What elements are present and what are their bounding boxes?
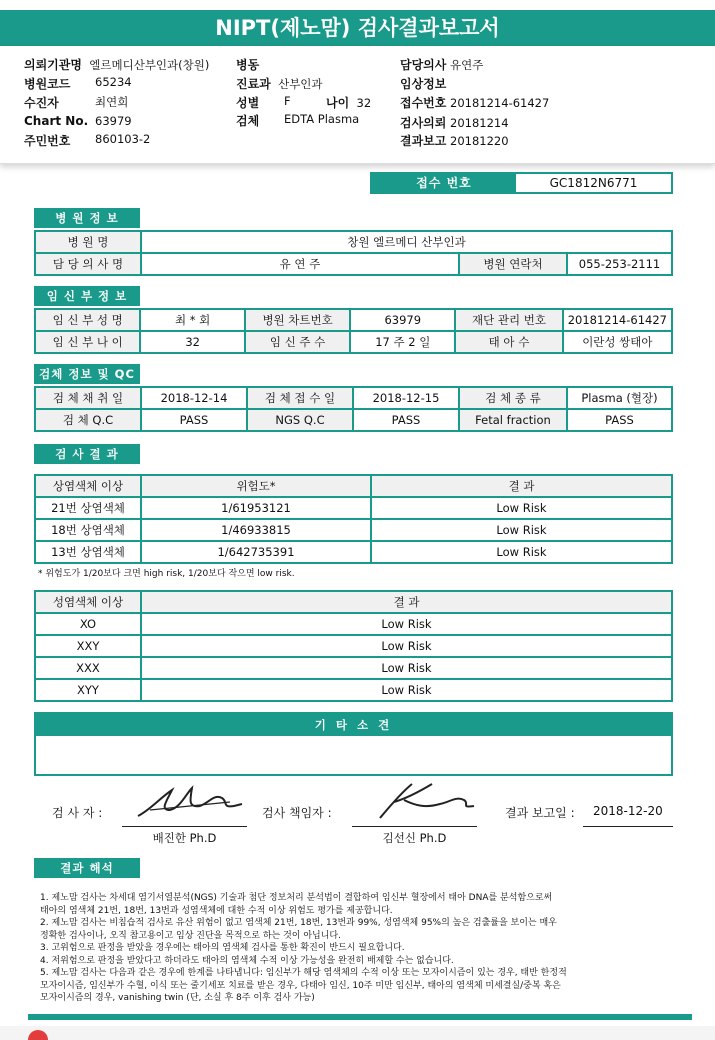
interpretation-line: 정확한 검사이나, 오직 참고용이고 임상 진단을 목적으로 하는 것이 아닙니다. <box>40 930 341 941</box>
sex-chromosome-table <box>34 590 673 702</box>
sex-chrom-name: XXX <box>35 657 141 679</box>
sex-result-col-header: 결 과 <box>141 591 672 613</box>
manager-signature-line <box>352 826 477 827</box>
autosome-table <box>34 474 673 564</box>
signature-area <box>0 790 715 850</box>
table-row <box>35 613 672 635</box>
mgmt-no-value: 20181214-61427 <box>563 309 672 331</box>
table-row <box>35 497 672 519</box>
sex-chrom-col-header: 성염색체 이상 <box>35 591 141 613</box>
interpretation-line: 5. 제노맘 검사는 다음과 같은 경우에 한계를 나타냅니다: 임신부가 해당 염색체의 수적 이상 또는 모자이시즘이 있는 경우, 태반 한정적 <box>40 968 567 978</box>
doctor-value: 유연주 <box>450 58 484 72</box>
specimen-value: EDTA Plasma <box>284 112 360 126</box>
institution-value: 엘르메디산부인과(창원) <box>89 58 210 72</box>
collect-label: 검 체 채 취 일 <box>35 387 141 409</box>
id-label: 주민번호 <box>24 134 71 148</box>
table-row <box>35 657 672 679</box>
mgmt-no-label: 재단 관리 번호 <box>455 309 562 331</box>
specimen-section-title: 검체 정보 및 QC <box>34 364 140 384</box>
doctor-name-value: 유 연 주 <box>141 253 459 275</box>
risk-value: 1/61953121 <box>141 497 371 519</box>
result-value: Low Risk <box>371 541 672 563</box>
tester-signature <box>130 780 250 826</box>
chromosome-name: 13번 상염색체 <box>35 541 141 563</box>
interpretation-line: 2. 제노맘 검사는 비침습적 검사로 유산 위험이 없고 염색체 21번, 18번, 13번과 99%, 성염색체 95%의 높은 검출률을 보이는 매우 <box>40 918 557 928</box>
interpretation-line: 3. 고위험으로 판정을 받았을 경우에는 태아의 염색체 검사를 통한 확진이 반드시 필요합니다. <box>40 943 405 953</box>
dept-label: 진료과 <box>236 77 271 91</box>
risk-value: 1/46933815 <box>141 519 371 541</box>
interpretation-title: 결과 해석 <box>34 858 140 878</box>
patient-value: 최연희 <box>95 95 129 109</box>
report-date-line <box>583 826 673 827</box>
other-opinions-content <box>36 736 671 744</box>
receive-value: 2018-12-15 <box>353 387 459 409</box>
hospital-code-label: 병원코드 <box>24 77 71 91</box>
interpretation-line: 모자이시즘의 경우, vanishing twin (단, 소실 후 8주 이후 검사 가능) <box>40 993 315 1003</box>
dept-value: 산부인과 <box>278 77 323 91</box>
institution-label: 의뢰기관명 <box>24 58 82 72</box>
pregnant-age-label: 임 신 부 나 이 <box>35 331 140 353</box>
report-label: 결과보고 <box>400 134 447 148</box>
chart-no-label: 병원 차트번호 <box>245 309 350 331</box>
other-opinions-title: 기 타 소 견 <box>36 714 671 736</box>
chromosome-name: 21번 상염색체 <box>35 497 141 519</box>
hospital-section-title: 병 원 정 보 <box>34 208 140 228</box>
results-section-title: 검 사 결 과 <box>34 444 140 464</box>
table-row <box>35 679 672 701</box>
chart-no-value: 63979 <box>350 309 455 331</box>
chart-value: 63979 <box>95 114 132 128</box>
interpretation-line: 1. 제노맘 검사는 차세대 염기서열분석(NGS) 기술과 첨단 정보처리 분석법이 결합하여 임신부 혈장에서 태아 DNA를 분석함으로써 <box>40 893 553 903</box>
manager-name: 김선신 Ph.D <box>382 831 447 845</box>
pregnant-name-value: 최 * 회 <box>140 309 245 331</box>
header-info <box>0 46 715 164</box>
pregnant-age-value: 32 <box>140 331 245 353</box>
id-value: 860103-2 <box>95 132 151 146</box>
receipt-box-value: GC1812N6771 <box>549 176 638 190</box>
ngs-qc-value: PASS <box>353 409 459 431</box>
sex-chrom-name: XO <box>35 613 141 635</box>
collect-value: 2018-12-14 <box>141 387 247 409</box>
pregnancy-table <box>34 308 673 354</box>
fetal-fraction-label: Fetal fraction <box>459 409 567 431</box>
receipt-label: 접수번호 <box>400 96 447 110</box>
receipt-number-box <box>370 172 673 194</box>
tester-signature-line <box>122 826 247 827</box>
fetus-value: 이란성 쌍태아 <box>563 331 672 353</box>
interpretation-line: 태아의 염색체 21번, 18번, 13번과 성염색체에 대한 수적 이상 위험도 평가를 제공합니다. <box>40 905 393 916</box>
ngs-qc-label: NGS Q.C <box>247 409 353 431</box>
doctor-label: 담당의사 <box>400 58 447 72</box>
sex-chrom-result: Low Risk <box>141 657 672 679</box>
ward-label: 병동 <box>236 58 260 72</box>
fetal-fraction-value: PASS <box>567 409 672 431</box>
sex-chrom-result: Low Risk <box>141 613 672 635</box>
specimen-type-value: Plasma (혈장) <box>567 387 672 409</box>
sex-chrom-result: Low Risk <box>141 635 672 657</box>
footer-strip <box>0 1026 715 1040</box>
risk-col-header: 위험도* <box>141 475 371 497</box>
footer-bar <box>28 1014 692 1020</box>
table-row <box>35 519 672 541</box>
table-row <box>35 541 672 563</box>
contact-value: 055-253-2111 <box>567 253 672 275</box>
fetus-label: 태 아 수 <box>455 331 562 353</box>
autosome-col-header: 상염색체 이상 <box>35 475 141 497</box>
chromosome-name: 18번 상염색체 <box>35 519 141 541</box>
tester-label: 검 사 자 : <box>52 806 103 820</box>
doctor-name-label: 담 당 의 사 명 <box>35 253 141 275</box>
report-value: 20181220 <box>450 134 509 148</box>
specimen-table <box>34 386 673 432</box>
sex-chrom-result: Low Risk <box>141 679 672 701</box>
age-label: 나이 <box>326 96 350 110</box>
receipt-value: 20181214-61427 <box>450 96 550 110</box>
hospital-name-value: 창원 엘르메디 산부인과 <box>141 231 672 253</box>
qc-label: 검 체 Q.C <box>35 409 141 431</box>
qc-value: PASS <box>141 409 247 431</box>
hospital-table <box>34 230 673 276</box>
interpretation-line: 모자이시즘, 임신부가 수혈, 이식 또는 줄기세포 치료를 받은 경우, 다태아 임신, 10주 미만 임신부, 태아의 염색체 미세결실/중복 혹은 <box>40 980 561 991</box>
other-opinions-box <box>34 712 673 776</box>
result-value: Low Risk <box>371 497 672 519</box>
specimen-type-label: 검 체 종 류 <box>459 387 567 409</box>
weeks-value: 17 주 2 일 <box>350 331 455 353</box>
sex-value: F <box>284 94 291 108</box>
report-date-label: 결과 보고일 : <box>505 806 575 820</box>
result-value: Low Risk <box>371 519 672 541</box>
receive-label: 검 체 접 수 일 <box>247 387 353 409</box>
institution-row <box>24 56 209 73</box>
pregnancy-section-title: 임 신 부 정 보 <box>34 286 140 306</box>
sex-label: 성별 <box>236 96 260 110</box>
tester-name: 배진한 Ph.D <box>152 831 217 845</box>
patient-label: 수진자 <box>24 96 59 110</box>
weeks-label: 임 신 주 수 <box>245 331 350 353</box>
sex-chrom-name: XXY <box>35 635 141 657</box>
specimen-label: 검체 <box>236 114 260 128</box>
clinical-label: 임상정보 <box>400 77 447 91</box>
hospital-code-value: 65234 <box>95 75 132 89</box>
report-title: NIPT(제노맘) 검사결과보고서 <box>0 10 715 46</box>
request-value: 20181214 <box>450 116 509 130</box>
hospital-name-label: 병 원 명 <box>35 231 141 253</box>
age-value: 32 <box>356 96 372 110</box>
pregnant-name-label: 임 신 부 성 명 <box>35 309 140 331</box>
receipt-box-label: 접수 번호 <box>372 174 516 192</box>
risk-value: 1/642735391 <box>141 541 371 563</box>
table-row <box>35 635 672 657</box>
manager-label: 검사 책임자 : <box>262 806 332 820</box>
result-col-header: 결 과 <box>371 475 672 497</box>
request-label: 검사의뢰 <box>400 116 447 130</box>
contact-label: 병원 연락처 <box>459 253 567 275</box>
risk-note: * 위험도가 1/20보다 크면 high risk, 1/20보다 작으면 low risk. <box>38 569 295 579</box>
interpretation-line: 4. 저위험으로 판정을 받았다고 하더라도 태아의 염색체 수적 이상 가능성을 완전히 배제할 수는 없습니다. <box>40 955 454 966</box>
chart-label: Chart No. <box>24 114 89 128</box>
hospital-code-row <box>24 75 70 92</box>
manager-signature <box>360 778 480 824</box>
report-date-value: 2018-12-20 <box>593 804 663 818</box>
interpretation-list <box>40 892 680 1005</box>
sex-chrom-name: XYY <box>35 679 141 701</box>
